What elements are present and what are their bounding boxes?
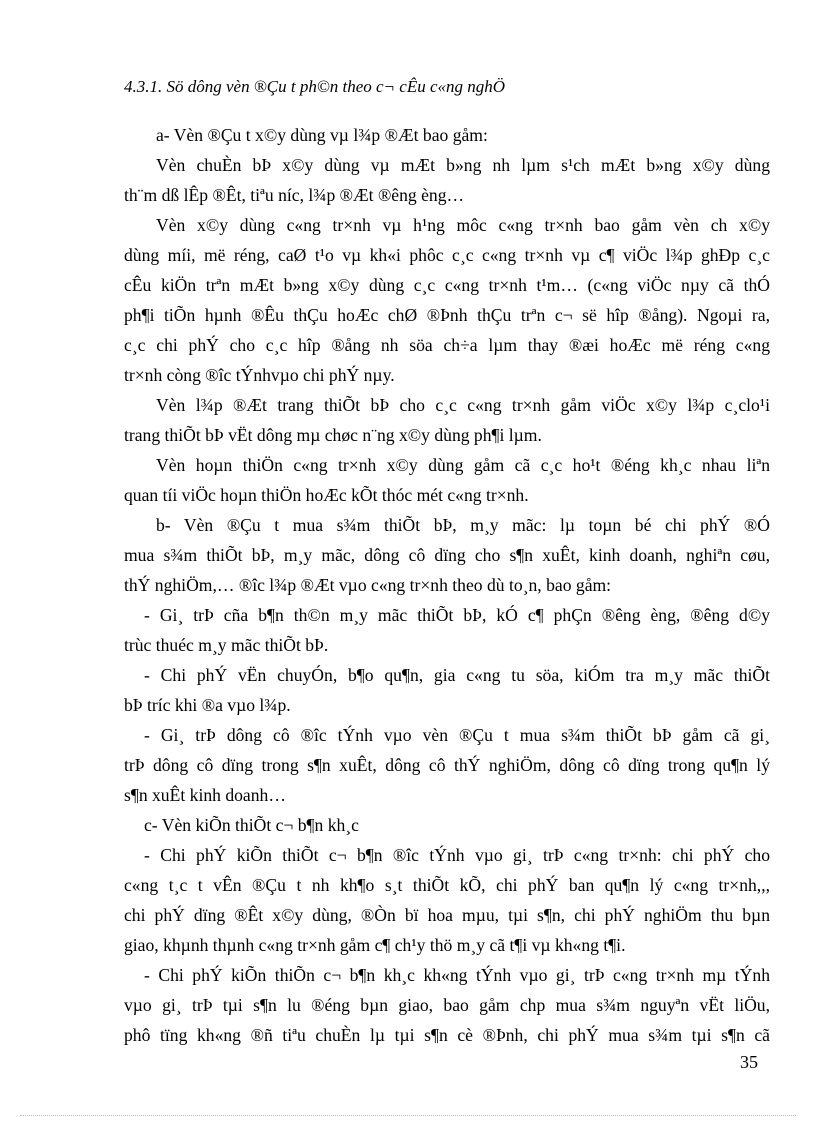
text-line-22: trÞ dông cô dïng trong s¶n xuÊt, dông cô thÝ nghiÖm, dông cô dïng trong qu¶n lý	[124, 755, 770, 775]
text-line-12: Vèn hoµn thiÖn c«ng tr×nh x©y dùng gåm cã c¸c ho¹t ®éng kh¸c nhau liªn	[156, 455, 770, 475]
page-number: 35	[740, 1052, 758, 1072]
text-line-27: chi phÝ dïng ®Êt x©y dùng, ®Òn bï hoa mµu, tµi s¶n, chi phÝ nghiÖm thu bµn	[124, 905, 770, 925]
text-line-16: thÝ nghiÖm,… ®îc l¾p ®Æt vµo c«ng tr×nh theo dù to¸n, bao gåm:	[124, 575, 612, 595]
text-line-31: phô tïng kh«ng ®ñ tiªu chuÈn lµ tµi s¶n cè ®Þnh, chi phÝ mua s¾m tµi s¶n cã	[124, 1025, 770, 1045]
text-line-11: trang thiÕt bÞ vËt dông mµ chøc n¨ng x©y dùng ph¶i lµm.	[124, 425, 542, 445]
text-line-24: c- Vèn kiÕn thiÕt c¬ b¶n kh¸c	[144, 815, 359, 835]
text-line-7: ph¶i tiÕn hµnh ®Êu thÇu hoÆc chØ ®Þnh thÇu trªn c¬ së hîp ®ång). Ngoµi ra,	[124, 305, 770, 325]
text-line-2: Vèn chuÈn bÞ x©y dùng vµ mÆt b»ng nh lµm s¹ch mÆt b»ng x©y dùng	[156, 155, 770, 175]
text-line-26: c«ng t¸c t vÊn ®Çu t nh kh¶o s¸t thiÕt kÕ, chi phÝ ban qu¶n lý c«ng tr×nh,,,	[124, 875, 770, 895]
text-line-10: Vèn l¾p ®Æt trang thiÕt bÞ cho c¸c c«ng tr×nh gåm viÖc x©y l¾p c¸clo¹i	[156, 395, 770, 415]
text-line-21: - Gi¸ trÞ dông cô ®îc tÝnh vµo vèn ®Çu t mua s¾m thiÕt bÞ gåm cã gi¸	[144, 725, 770, 745]
text-line-15: mua s¾m thiÕt bÞ, m¸y mãc, dông cô dïng cho s¶n xuÊt, kinh doanh, nghiªn cøu,	[124, 545, 770, 565]
text-line-19: - Chi phÝ vËn chuyÓn, b¶o qu¶n, gia c«ng tu söa, kiÓm tra m¸y mãc thiÕt	[144, 665, 770, 685]
text-line-25: - Chi phÝ kiÕn thiÕt c¬ b¶n ®îc tÝnh vµo gi¸ trÞ c«ng tr×nh: chi phÝ cho	[144, 845, 770, 865]
text-line-9: tr×nh còng ®îc tÝnhvµo chi phÝ nµy.	[124, 365, 395, 385]
page-bottom-rule	[20, 1115, 796, 1116]
text-line-28: giao, khµnh thµnh c«ng tr×nh gåm c¶ ch¹y thö m¸y cã t¶i vµ kh«ng t¶i.	[124, 935, 626, 955]
text-line-1: a- Vèn ®Çu t x©y dùng vµ l¾p ®Æt bao gåm:	[156, 125, 488, 145]
text-line-23: s¶n xuÊt kinh doanh…	[124, 785, 286, 805]
text-line-6: cÊu kiÖn trªn mÆt b»ng x©y dùng c¸c c«ng tr×nh t¹m… (c«ng viÖc nµy cã thÓ	[124, 275, 770, 295]
section-heading: 4.3.1. Sö dông vèn ®Çu t ph©n theo c¬ cÊu c«ng nghÖ	[124, 77, 506, 96]
text-line-3: th¨m dß lÊp ®Êt, tiªu níc, l¾p ®Æt ®êng èng…	[124, 185, 465, 205]
text-line-13: quan tíi viÖc hoµn thiÖn hoÆc kÕt thóc mét c«ng tr×nh.	[124, 485, 529, 505]
text-line-17: - Gi¸ trÞ cña b¶n th©n m¸y mãc thiÕt bÞ, kÓ c¶ phÇn ®êng èng, ®êng d©y	[144, 605, 770, 625]
text-line-8: c¸c chi phÝ cho c¸c hîp ®ång nh söa ch÷a lµm thay ®æi hoÆc më réng c«ng	[124, 335, 770, 355]
text-line-30: vµo gi¸ trÞ tµi s¶n lu ®éng bµn giao, bao gåm chp mua s¾m nguyªn vËt liÖu,	[124, 995, 770, 1015]
text-line-4: Vèn x©y dùng c«ng tr×nh vµ h¹ng môc c«ng tr×nh bao gåm vèn ch x©y	[156, 215, 770, 235]
text-line-20: bÞ tríc khi ®a vµo l¾p.	[124, 695, 291, 715]
text-line-5: dùng míi, më réng, caØ t¹o vµ kh«i phôc c¸c c«ng tr×nh vµ c¶ viÖc l¾p ghÐp c¸c	[124, 245, 770, 265]
text-line-14: b- Vèn ®Çu t mua s¾m thiÕt bÞ, m¸y mãc: lµ toµn bé chi phÝ ®Ó	[156, 515, 770, 535]
text-line-29: - Chi phÝ kiÕn thiÕn c¬ b¶n kh¸c kh«ng tÝnh vµo gi¸ trÞ c«ng tr×nh mµ tÝnh	[144, 965, 770, 985]
text-line-18: trùc thuéc m¸y mãc thiÕt bÞ.	[124, 635, 329, 655]
